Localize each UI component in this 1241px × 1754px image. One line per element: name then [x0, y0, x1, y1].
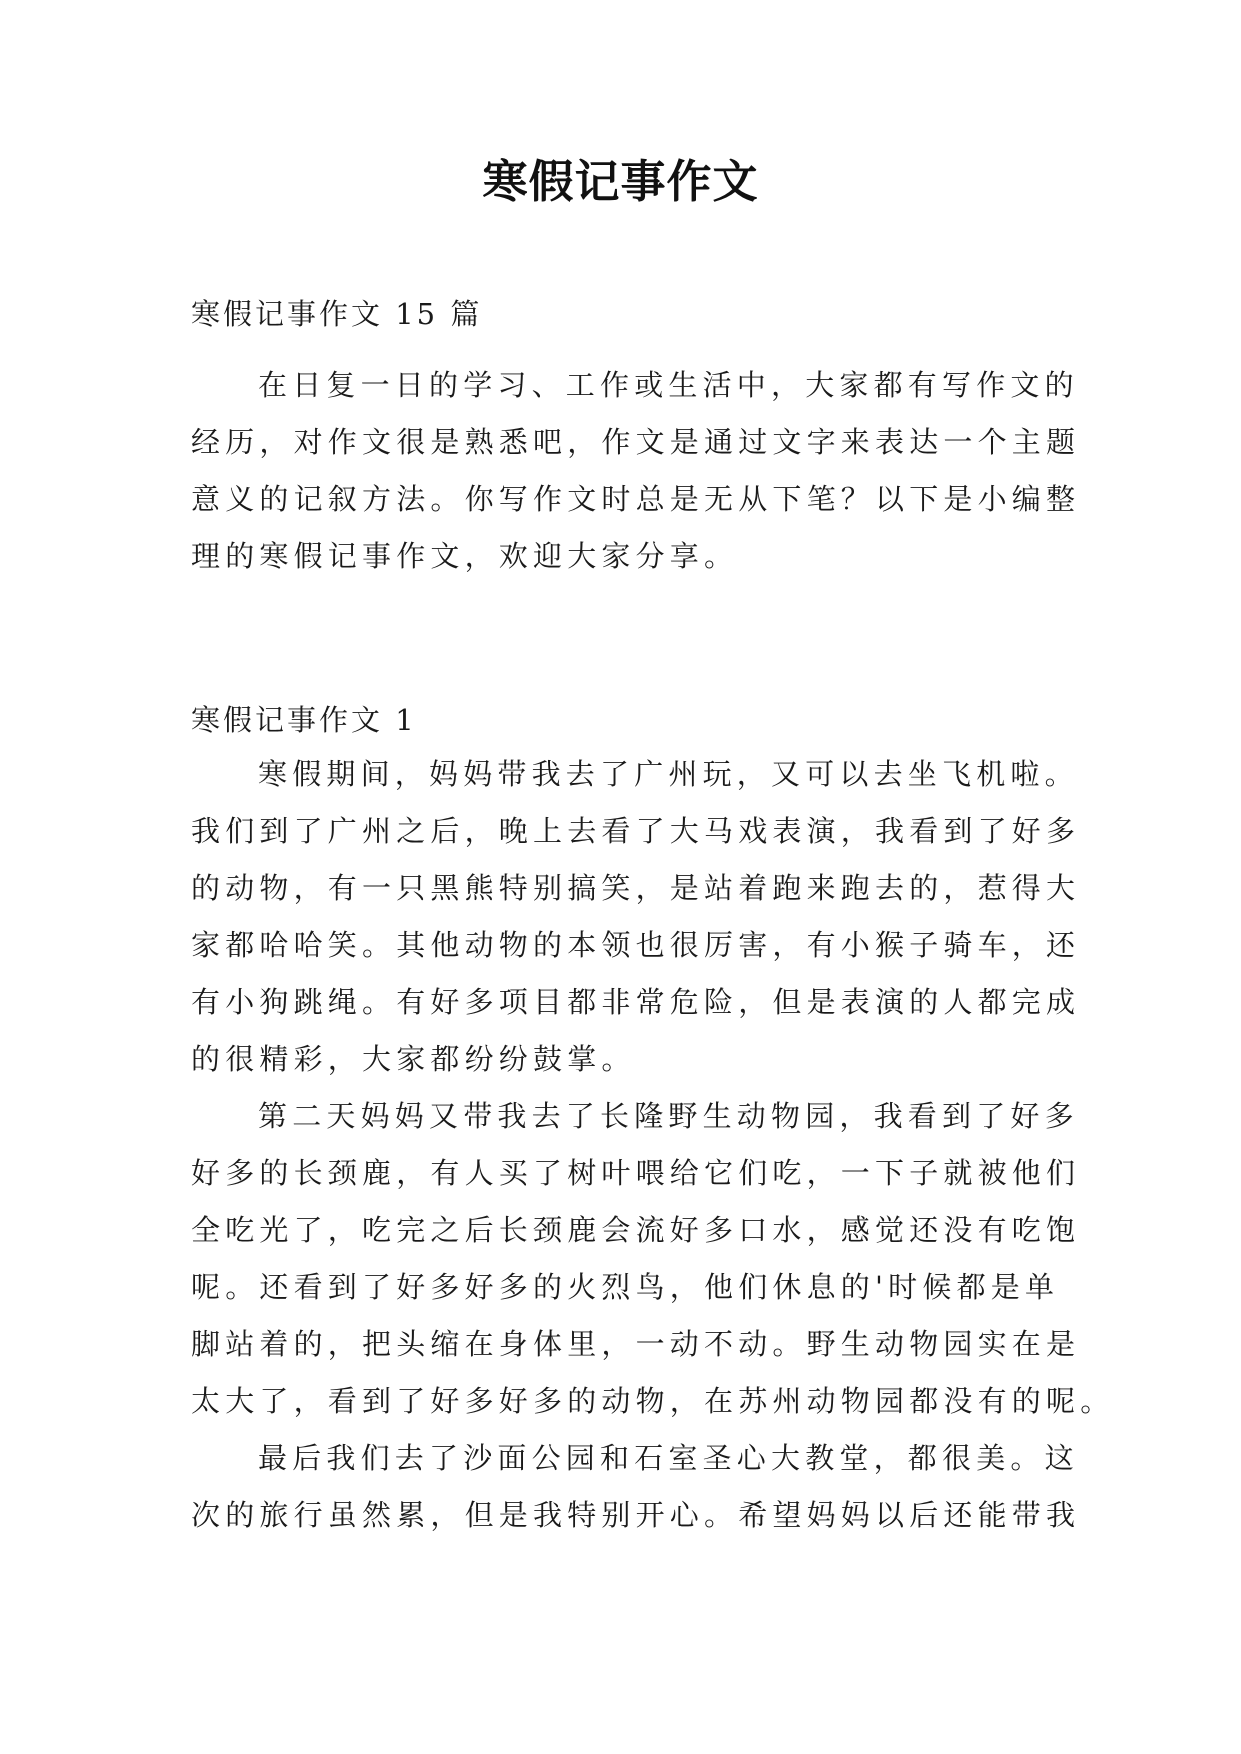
body-line: 家都哈哈笑。其他动物的本领也很厉害，有小猴子骑车，还 — [191, 928, 1081, 962]
intro-paragraph — [191, 357, 1081, 585]
intro-line: 经历，对作文很是熟悉吧，作文是通过文字来表达一个主题 — [191, 425, 1081, 459]
body-line: 次的旅行虽然累，但是我特别开心。希望妈妈以后还能带我 — [191, 1498, 1081, 1532]
body-line: 寒假期间，妈妈带我去了广州玩，又可以去坐飞机啦。 — [258, 757, 1079, 791]
intro-line: 在日复一日的学习、工作或生活中，大家都有写作文的 — [258, 368, 1079, 402]
body-line: 第二天妈妈又带我去了长隆野生动物园，我看到了好多 — [258, 1099, 1079, 1133]
body-line: 全吃光了，吃完之后长颈鹿会流好多口水，感觉还没有吃饱 — [191, 1213, 1081, 1247]
body-line: 好多的长颈鹿，有人买了树叶喂给它们吃，一下子就被他们 — [191, 1156, 1081, 1190]
body-line: 我们到了广州之后，晚上去看了大马戏表演，我看到了好多 — [191, 814, 1081, 848]
body-line: 有小狗跳绳。有好多项目都非常危险，但是表演的人都完成 — [191, 985, 1081, 1019]
document-subtitle: 寒假记事作文 15 篇 — [191, 297, 483, 331]
body-line: 最后我们去了沙面公园和石室圣心大教堂，都很美。这 — [258, 1441, 1079, 1475]
section-heading: 寒假记事作文 1 — [191, 703, 417, 737]
body-paragraph — [191, 1430, 1081, 1544]
body-paragraph — [191, 1088, 1115, 1430]
intro-line: 理的寒假记事作文，欢迎大家分享。 — [191, 539, 739, 573]
body-line: 的动物，有一只黑熊特别搞笑，是站着跑来跑去的，惹得大 — [191, 871, 1081, 905]
document-title: 寒假记事作文 — [482, 155, 759, 208]
body-line: 呢。还看到了好多好多的火烈鸟，他们休息的'时候都是单 — [191, 1270, 1060, 1304]
body-line: 脚站着的，把头缩在身体里，一动不动。野生动物园实在是 — [191, 1327, 1081, 1361]
intro-line: 意义的记叙方法。你写作文时总是无从下笔？以下是小编整 — [191, 482, 1081, 516]
body-line: 的很精彩，大家都纷纷鼓掌。 — [191, 1042, 636, 1076]
body-line: 太大了，看到了好多好多的动物，在苏州动物园都没有的呢。 — [191, 1384, 1115, 1418]
body-paragraph — [191, 746, 1081, 1088]
